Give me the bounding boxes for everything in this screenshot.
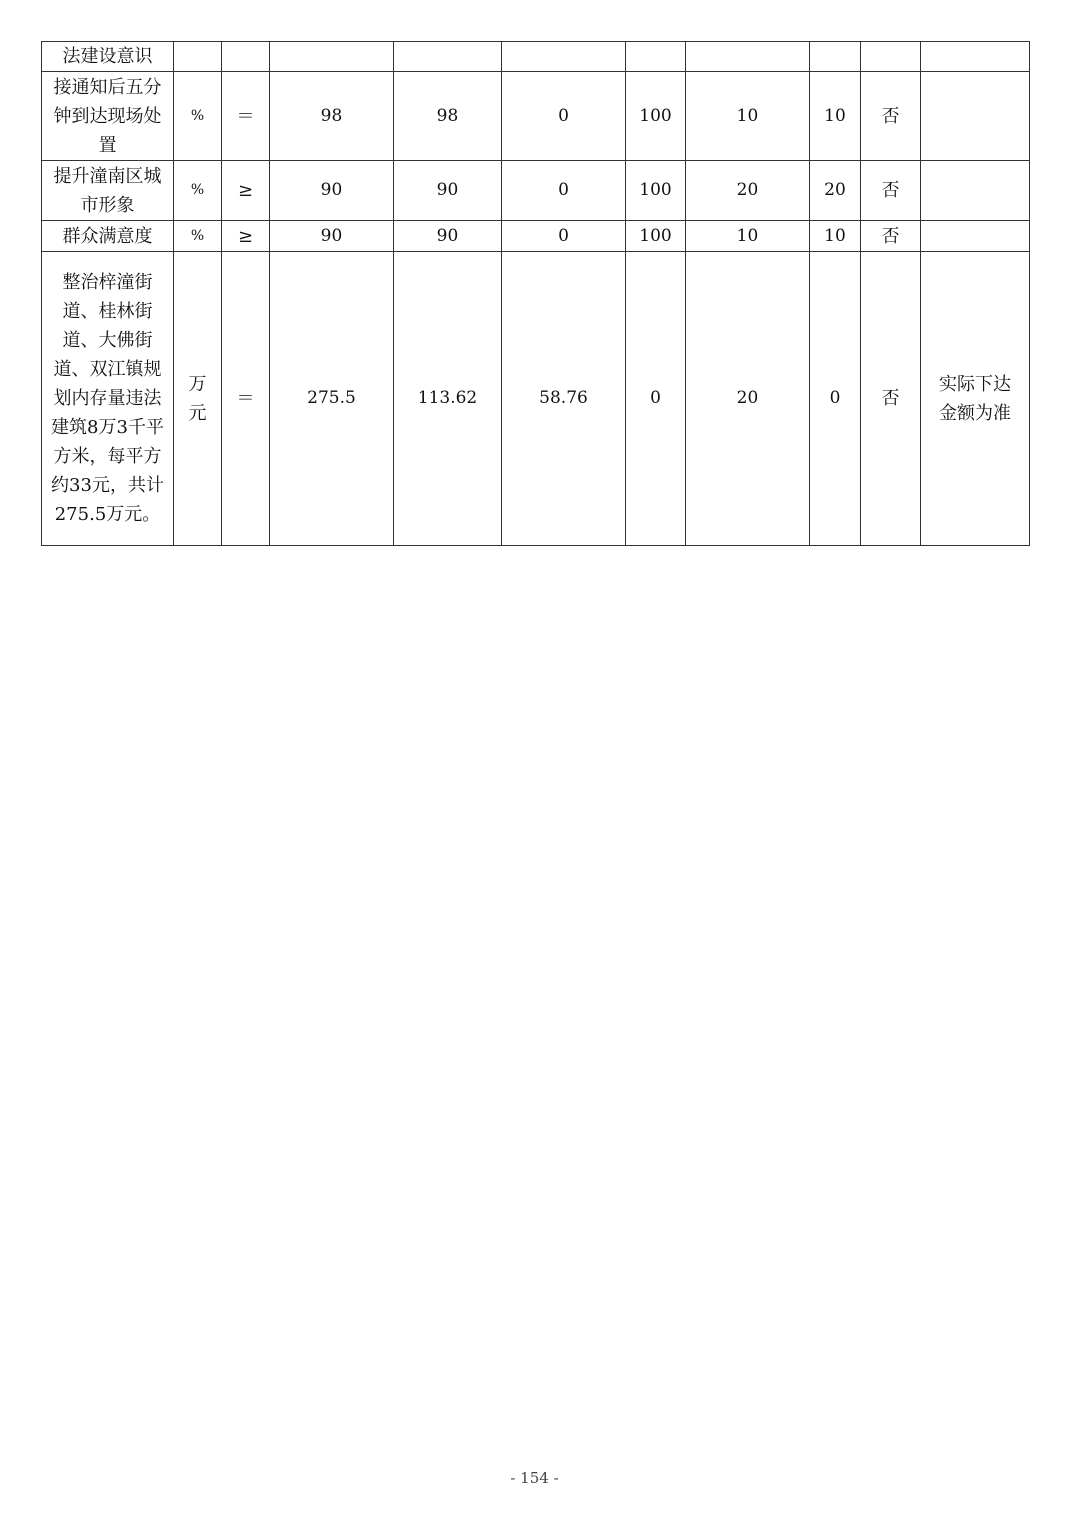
operator-cell: ＝	[222, 252, 270, 546]
score-cell: 10	[810, 221, 861, 252]
indicator-cell: 提升潼南区城市形象	[42, 161, 174, 221]
adjusted-cell: 否	[861, 252, 921, 546]
note-cell	[921, 42, 1030, 72]
note-cell	[921, 161, 1030, 221]
weight-cell: 10	[686, 221, 810, 252]
annual-target-cell: 90	[270, 161, 394, 221]
annual-target-cell: 98	[270, 72, 394, 161]
value-cell: 0	[502, 161, 626, 221]
operator-cell	[222, 42, 270, 72]
annual-target-cell: 90	[270, 221, 394, 252]
adjusted-cell	[861, 42, 921, 72]
annual-target-cell	[270, 42, 394, 72]
operator-cell: ≥	[222, 221, 270, 252]
weight-cell: 10	[686, 72, 810, 161]
table-row	[42, 42, 1030, 72]
unit-cell: 万元	[174, 252, 222, 546]
performance-indicator-table	[41, 41, 1030, 546]
actual-completion-cell: 113.62	[394, 252, 502, 546]
value-cell: 0	[626, 252, 686, 546]
score-cell: 0	[810, 252, 861, 546]
actual-completion-cell: 98	[394, 72, 502, 161]
note-cell	[921, 221, 1030, 252]
value-cell: 0	[502, 221, 626, 252]
page-number: - 154 -	[510, 1469, 559, 1487]
value-cell: 58.76	[502, 252, 626, 546]
value-cell	[502, 42, 626, 72]
adjusted-cell: 否	[861, 161, 921, 221]
score-cell	[810, 42, 861, 72]
adjusted-cell: 否	[861, 221, 921, 252]
table-row	[42, 252, 1030, 546]
annual-target-cell: 275.5	[270, 252, 394, 546]
unit-cell	[174, 42, 222, 72]
weight-cell: 20	[686, 161, 810, 221]
weight-cell: 20	[686, 252, 810, 546]
table-row	[42, 221, 1030, 252]
indicator-cell: 整治梓潼街道、桂林街道、大佛街道、双江镇规划内存量违法建筑8万3千平方米，每平方约33元，共计275.5万元。	[42, 252, 174, 546]
adjusted-cell: 否	[861, 72, 921, 161]
value-cell: 100	[626, 221, 686, 252]
table-row	[42, 72, 1030, 161]
note-cell: 实际下达金额为准	[921, 252, 1030, 546]
score-cell: 10	[810, 72, 861, 161]
unit-cell: %	[174, 72, 222, 161]
value-cell	[626, 42, 686, 72]
actual-completion-cell	[394, 42, 502, 72]
value-cell: 0	[502, 72, 626, 161]
indicator-cell: 接通知后五分钟到达现场处置	[42, 72, 174, 161]
indicator-cell: 群众满意度	[42, 221, 174, 252]
unit-cell: %	[174, 161, 222, 221]
operator-cell: ＝	[222, 72, 270, 161]
weight-cell	[686, 42, 810, 72]
indicator-cell: 法建设意识	[42, 42, 174, 72]
note-cell	[921, 72, 1030, 161]
unit-cell: %	[174, 221, 222, 252]
operator-cell: ≥	[222, 161, 270, 221]
actual-completion-cell: 90	[394, 161, 502, 221]
score-cell: 20	[810, 161, 861, 221]
table-row	[42, 161, 1030, 221]
value-cell: 100	[626, 161, 686, 221]
actual-completion-cell: 90	[394, 221, 502, 252]
value-cell: 100	[626, 72, 686, 161]
